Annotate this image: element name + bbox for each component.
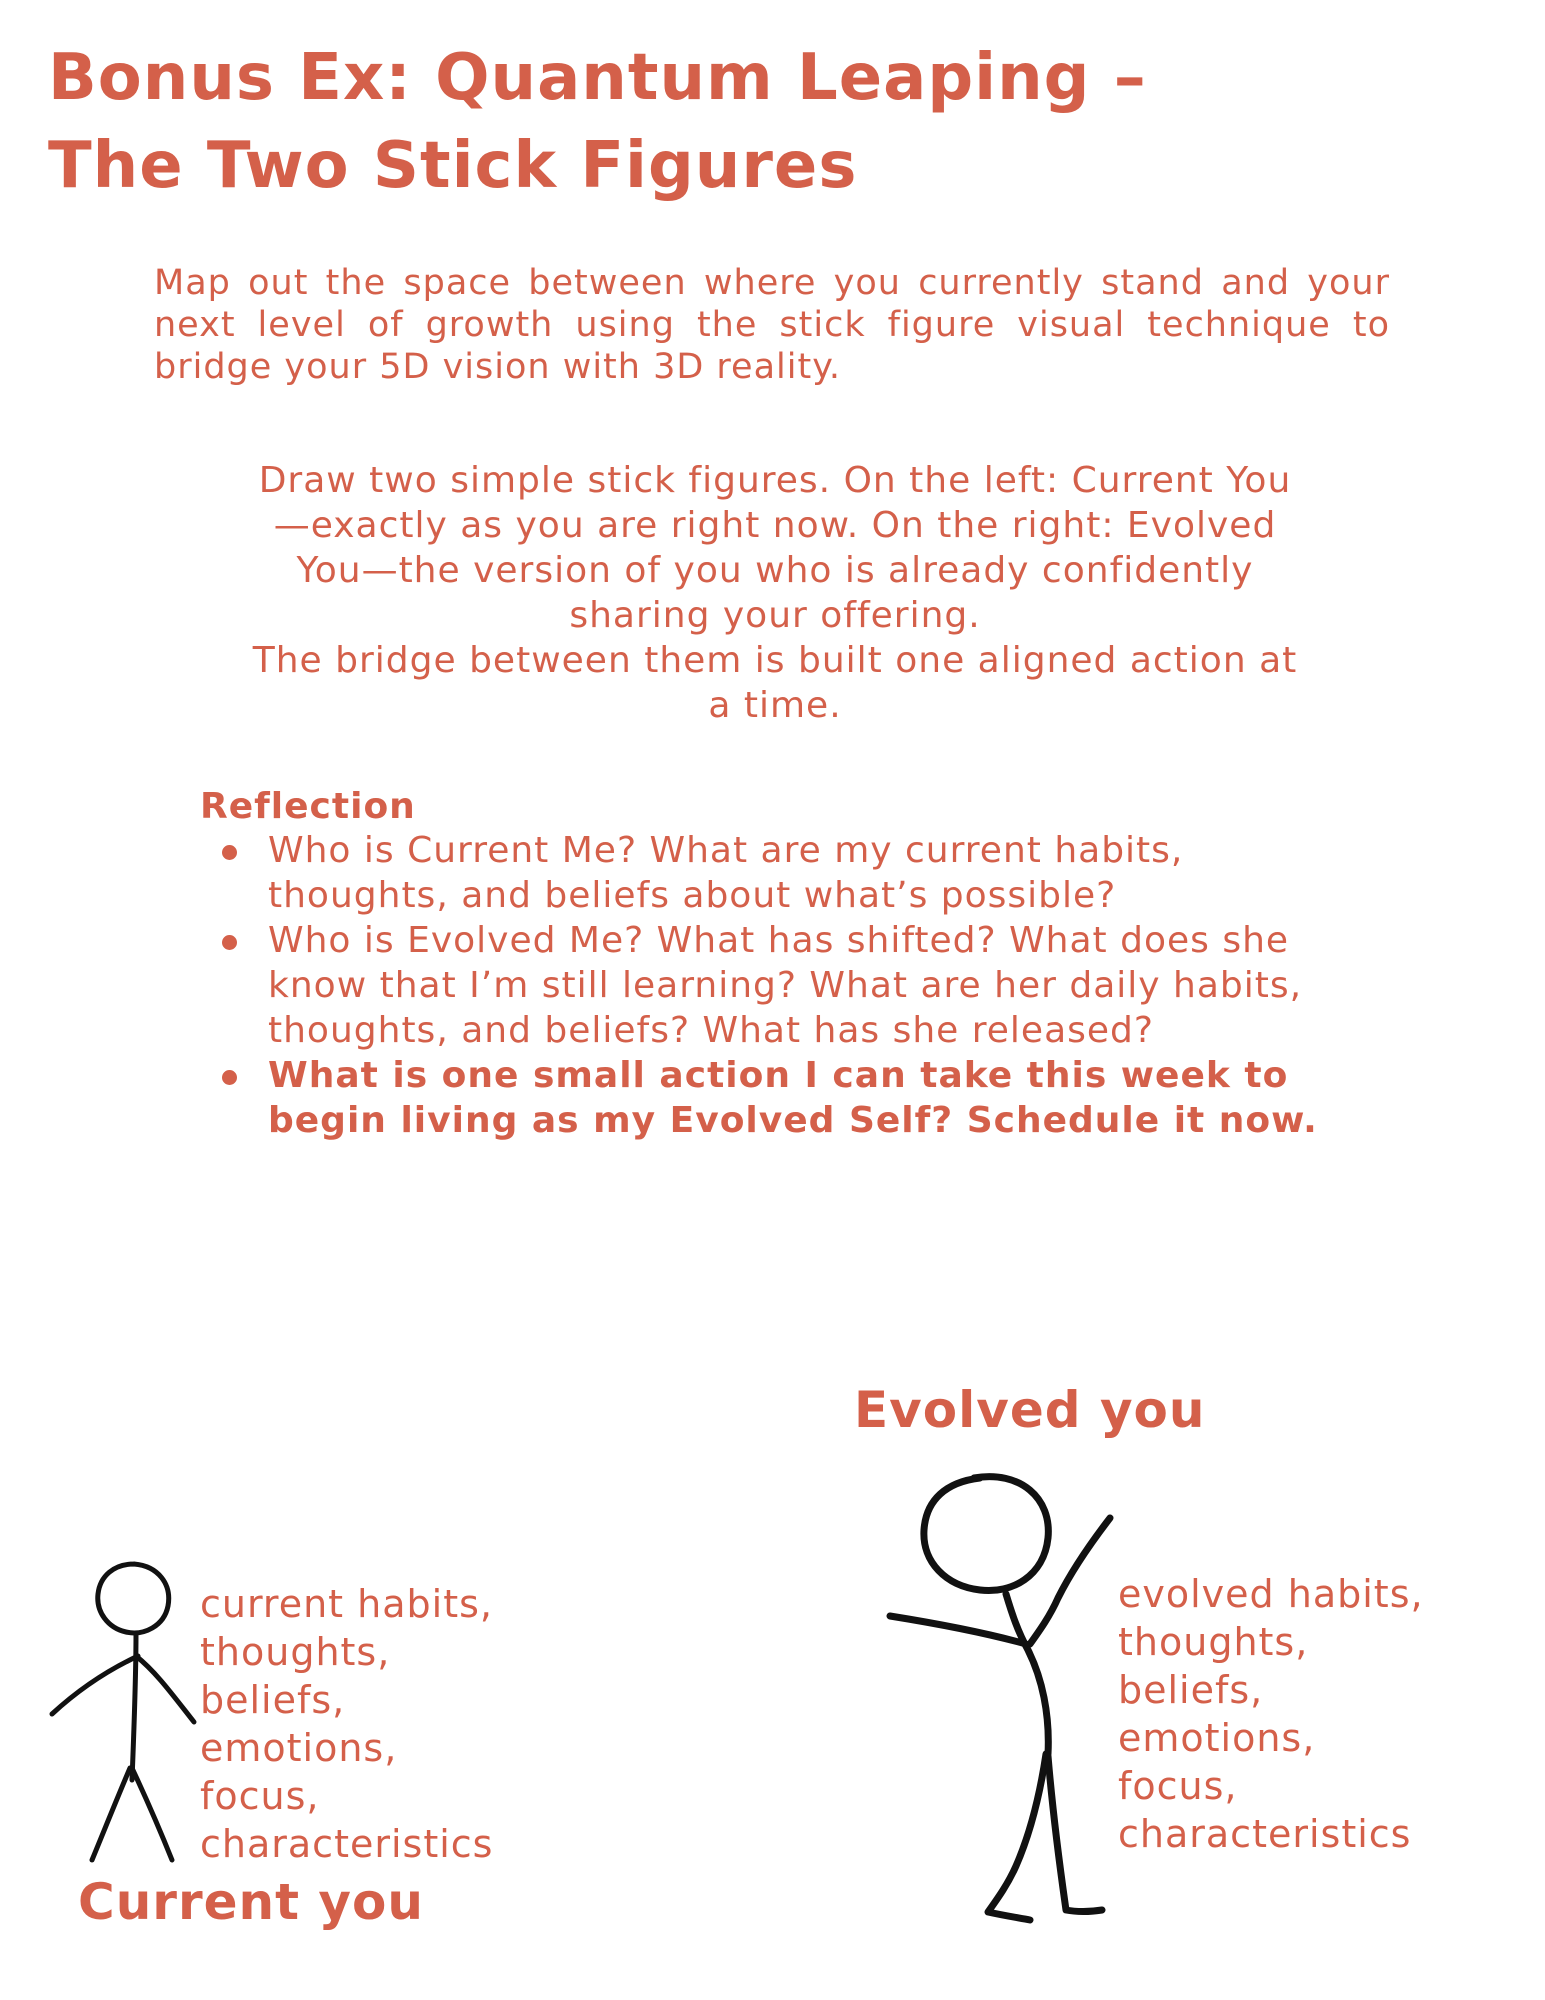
current-trait-characteristics: characteristics <box>200 1822 494 1866</box>
current-you-label: Current you <box>78 1873 424 1931</box>
current-trait-emotions: emotions, <box>200 1726 398 1770</box>
instructions-line-4: sharing your offering. <box>569 595 981 636</box>
evolved-trait-thoughts: thoughts, <box>1118 1620 1309 1664</box>
evolved-trait-characteristics: characteristics <box>1118 1812 1412 1856</box>
evolved-figure-left-arm <box>890 1616 1026 1644</box>
instructions-line-6: a time. <box>708 685 842 726</box>
evolved-figure-left-leg <box>988 1754 1046 1920</box>
evolved-trait-beliefs: beliefs, <box>1118 1668 1264 1712</box>
current-figure-left-leg <box>92 1768 130 1860</box>
current-figure-head <box>98 1564 169 1633</box>
reflection-list <box>268 828 1328 1143</box>
current-trait-habits: current habits, <box>200 1582 493 1626</box>
evolved-figure-right-leg <box>1048 1756 1102 1912</box>
page-title-line-1: Bonus Ex: Quantum Leaping – <box>48 41 1147 115</box>
evolved-you-label: Evolved you <box>854 1381 1206 1439</box>
reflection-item-evolved-me: Who is Evolved Me? What has shifted? What does she know that I’m still learning? What are her daily habits, thoughts, and beliefs? What has she released? <box>268 918 1328 1053</box>
evolved-trait-focus: focus, <box>1118 1764 1238 1808</box>
evolved-figure-right-arm <box>1030 1518 1110 1644</box>
evolved-figure-head <box>924 1477 1048 1591</box>
evolved-traits-list <box>1118 1570 1424 1858</box>
instructions-paragraph <box>190 458 1360 728</box>
reflection-item-one-small-action: What is one small action I can take this week to begin living as my Evolved Self? Schedule it now. <box>268 1053 1328 1143</box>
current-figure-right-arm <box>136 1656 194 1722</box>
reflection-item-current-me: Who is Current Me? What are my current habits, thoughts, and beliefs about what’s possible? <box>268 828 1328 918</box>
instructions-line-5: The bridge between them is built one aligned action at <box>252 640 1298 681</box>
instructions-line-2: —exactly as you are right now. On the right: Evolved <box>273 505 1277 546</box>
current-trait-thoughts: thoughts, <box>200 1630 391 1674</box>
page-title-line-2: The Two Stick Figures <box>48 129 858 203</box>
evolved-trait-emotions: emotions, <box>1118 1716 1316 1760</box>
evolved-stick-figure-icon <box>880 1464 1120 1924</box>
evolved-trait-habits: evolved habits, <box>1118 1572 1424 1616</box>
reflection-heading: Reflection <box>200 786 416 827</box>
current-trait-beliefs: beliefs, <box>200 1678 346 1722</box>
current-stick-figure-icon <box>48 1560 208 1870</box>
instructions-line-1: Draw two simple stick figures. On the left: Current You <box>258 460 1292 501</box>
instructions-line-3: You—the version of you who is already confidently <box>296 550 1254 591</box>
current-figure-left-arm <box>52 1656 138 1714</box>
intro-paragraph: Map out the space between where you currently stand and your next level of growth using the stick figure visual technique to bridge your 5D vision with 3D reality. <box>154 263 1390 387</box>
page-title <box>48 34 1147 210</box>
current-figure-right-leg <box>132 1768 172 1860</box>
current-traits-list <box>200 1580 493 1868</box>
current-trait-focus: focus, <box>200 1774 320 1818</box>
evolved-figure-body <box>1006 1594 1048 1754</box>
